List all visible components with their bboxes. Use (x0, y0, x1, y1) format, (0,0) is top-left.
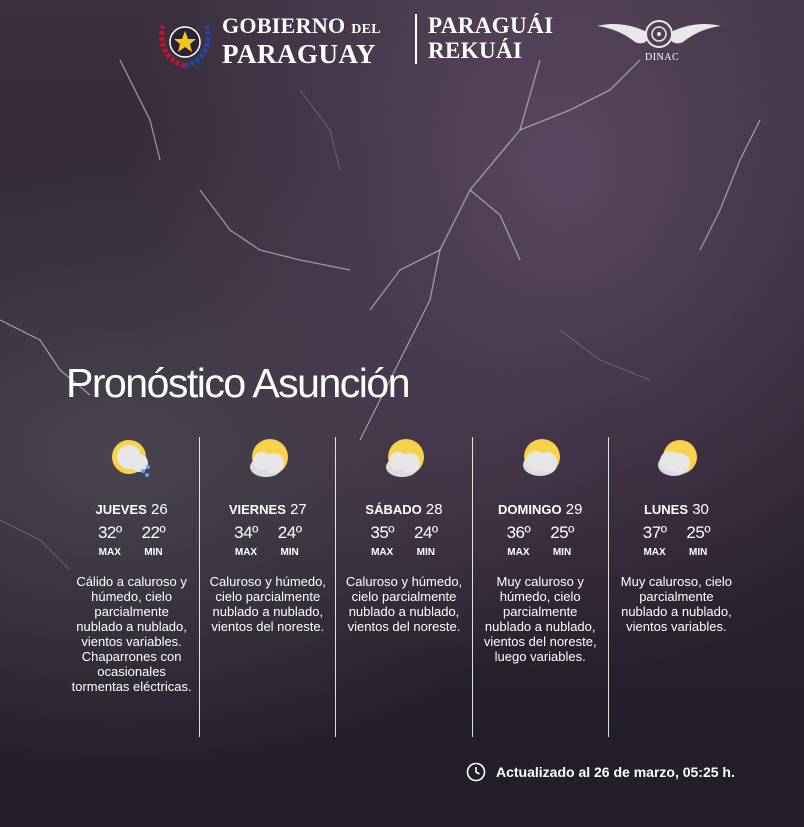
header-divider (415, 14, 417, 64)
day-description: Muy caluroso, cielo parcialmente nublado a nublado, vientos variables. (620, 574, 733, 634)
day-date: 28 (425, 501, 443, 518)
dinac-label: DINAC (645, 52, 680, 63)
paraguay-seal-logo (155, 14, 215, 70)
min-temp: 22º (141, 523, 166, 542)
max-temp: 37º (642, 523, 667, 542)
day-date: 29 (565, 501, 583, 518)
min-label: MIN (552, 547, 572, 558)
page-title: Pronóstico Asunción (66, 360, 410, 406)
max-label: MAX (507, 547, 530, 558)
updated-timestamp (466, 762, 735, 782)
max-temp: 36º (506, 523, 531, 542)
forecast-day (335, 437, 471, 737)
day-name: VIERNES (228, 502, 286, 517)
max-label: MAX (98, 547, 121, 558)
day-name: SÁBADO (365, 502, 422, 517)
min-label: MIN (689, 547, 708, 558)
max-temp: 32º (97, 523, 122, 542)
forecast-list (64, 437, 744, 737)
min-label: MIN (416, 547, 435, 558)
day-description: Caluroso y húmedo, cielo parcialmente nublado a nublado, vientos del noreste. (345, 574, 463, 634)
partly-cloudy-icon (516, 437, 564, 483)
day-description: Caluroso y húmedo, cielo parcialmente nublado a nublado, vientos del noreste. (209, 574, 326, 634)
slogan-wordmark (428, 13, 553, 63)
clock-icon (466, 762, 486, 782)
day-date: 30 (692, 501, 709, 518)
min-label: MIN (144, 547, 163, 558)
max-temp: 35º (370, 523, 394, 542)
max-temp: 34º (234, 523, 258, 542)
slogan-line2: REKUÁI (428, 38, 523, 63)
min-temp: 25º (550, 523, 574, 542)
max-label: MAX (643, 547, 666, 558)
day-name: DOMINGO (498, 502, 562, 517)
min-temp: 24º (414, 523, 438, 542)
updated-text: Actualizado al 26 de marzo, 05:25 h. (496, 764, 735, 780)
sun-cloud-rain-icon (109, 437, 155, 483)
partly-cloudy-icon (244, 437, 292, 483)
day-date: 27 (290, 501, 307, 518)
day-name: JUEVES (95, 502, 147, 517)
day-description: Cálido a caluroso y húmedo, cielo parcialmente nublado a nublado, vientos variables. Chaparrones con ocasionales tormentas eléctricas. (71, 574, 192, 694)
day-name: LUNES (643, 502, 689, 517)
min-temp: 24º (277, 523, 302, 542)
max-label: MAX (371, 547, 394, 558)
forecast-day (199, 437, 335, 737)
gov-line2: PARAGUAY (222, 39, 377, 69)
gobierno-wordmark (222, 13, 381, 67)
min-label: MIN (280, 547, 299, 558)
max-label: MAX (234, 547, 258, 558)
min-temp: 25º (686, 523, 711, 542)
gov-line1: GOBIERNO (222, 13, 346, 38)
forecast-day (64, 437, 199, 737)
site-header (155, 10, 725, 70)
partly-cloudy-icon (380, 437, 428, 483)
partly-cloudy-icon (652, 437, 700, 483)
gov-del: DEL (351, 22, 381, 37)
day-description: Muy caluroso y húmedo, cielo parcialmente nublado a nublado, vientos del noreste, luego variables. (483, 574, 597, 664)
day-date: 26 (151, 501, 168, 518)
slogan-line1: PARAGUÁI (428, 13, 554, 38)
forecast-day (472, 437, 608, 737)
forecast-day (608, 437, 744, 737)
